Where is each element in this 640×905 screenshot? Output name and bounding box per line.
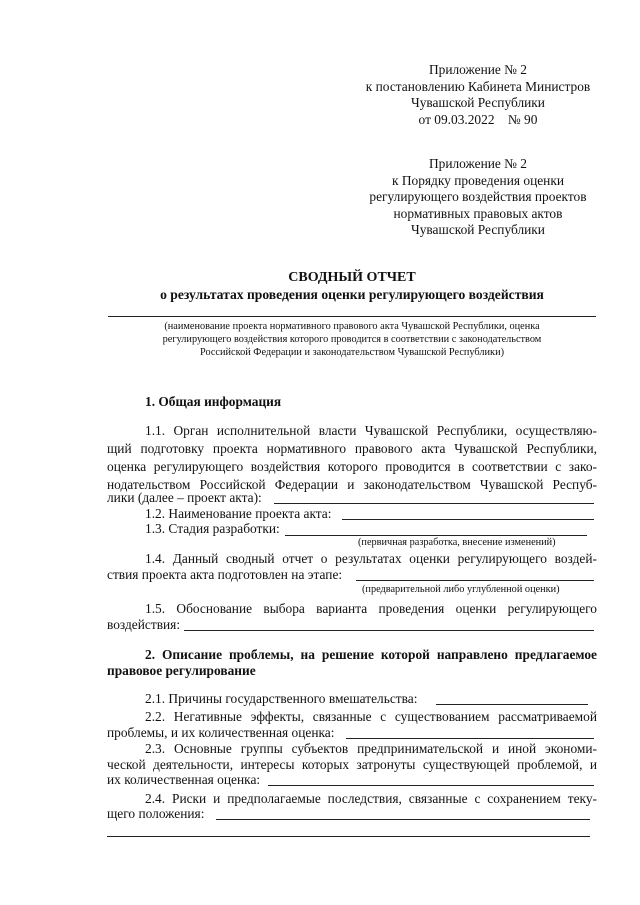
- p11-line: оценка регулирующего воздействия которого проводится в соответствии с зако-: [107, 459, 597, 474]
- p14-input-line[interactable]: [356, 580, 594, 581]
- p24-input-line-2[interactable]: [107, 836, 590, 837]
- project-name-caption: [108, 320, 596, 359]
- p24-input-line[interactable]: [216, 819, 590, 820]
- p21-label: 2.1. Причины государственного вмешательства:: [145, 691, 418, 706]
- document-title: СВОДНЫЙ ОТЧЕТ: [288, 270, 416, 285]
- p11-line: нодательством Российской Федерации и законодательством Чувашской Респуб-: [107, 477, 597, 492]
- appendix-resolution: [358, 62, 598, 128]
- p24-line: 2.4. Риски и предполагаемые последствия, связанные с сохранением теку-: [145, 791, 597, 806]
- p15-line: 1.5. Обоснование выбора варианта проведения оценки регулирующего: [145, 601, 597, 616]
- project-name-line[interactable]: [108, 316, 596, 317]
- document-subtitle: о результатах проведения оценки регулирующего воздействия: [160, 287, 544, 302]
- appendix-procedure: [358, 156, 598, 239]
- p13-caption: (первичная разработка, внесение изменений): [358, 537, 556, 548]
- p14-line: ствия проекта акта подготовлен на этапе:: [107, 567, 343, 582]
- caption-line: регулирующего воздействия которого проводится в соответствии с законодательством: [162, 334, 542, 345]
- p23-input-line[interactable]: [268, 785, 594, 786]
- p22-input-line[interactable]: [346, 738, 594, 739]
- p22-line: 2.2. Негативные эффекты, связанные с существованием рассматриваемой: [145, 709, 597, 724]
- p14-line: 1.4. Данный сводный отчет о результатах оценки регулирующего воздей-: [145, 551, 597, 566]
- appendix-resolution-line: Приложение № 2: [428, 62, 528, 77]
- p11-line: 1.1. Орган исполнительной власти Чувашской Республики, осуществляю-: [145, 423, 597, 438]
- p21-input-line[interactable]: [436, 704, 588, 705]
- caption-line: (наименование проекта нормативного правового акта Чувашской Республики, оценка: [164, 321, 540, 332]
- appendix-procedure-line: Приложение № 2: [428, 156, 528, 171]
- appendix-procedure-line: регулирующего воздействия проектов: [369, 189, 587, 204]
- appendix-resolution-line: от 09.03.2022 № 90: [418, 111, 538, 127]
- p14-caption: (предварительной либо углубленной оценки): [362, 584, 560, 595]
- p13-label: 1.3. Стадия разработки:: [145, 521, 280, 536]
- appendix-procedure-line: Чувашской Республики: [411, 222, 545, 237]
- p15-input-line[interactable]: [184, 630, 594, 631]
- section2-heading: правовое регулирование: [107, 663, 256, 678]
- p22-line: проблемы, и их количественная оценка:: [107, 725, 335, 740]
- p23-line: 2.3. Основные группы субъектов предпринимательской и иной экономи-: [145, 741, 597, 756]
- appendix-procedure-line: к Порядку проведения оценки: [391, 172, 565, 188]
- section1-heading: 1. Общая информация: [145, 394, 282, 409]
- section2-heading: 2. Описание проблемы, на решение которой направлено предлагаемое: [145, 647, 597, 662]
- p23-line: ческой деятельности, интересы которых затронуты существующей проблемой, и: [107, 757, 597, 772]
- caption-line: Российской Федерации и законодательством Чувашской Республики): [199, 347, 505, 358]
- p11-line: щий подготовку проекта нормативного правового акта Чувашской Республики,: [107, 441, 597, 456]
- p23-line: их количественная оценка:: [107, 772, 261, 787]
- p11-input-line[interactable]: [274, 503, 594, 504]
- p12-label: 1.2. Наименование проекта акта:: [145, 506, 332, 521]
- p15-line: воздействия:: [107, 617, 181, 632]
- p12-input-line[interactable]: [342, 519, 594, 520]
- p24-line: щего положения:: [107, 806, 205, 821]
- appendix-resolution-line: к постановлению Кабинета Министров: [365, 78, 591, 94]
- appendix-resolution-line: Чувашской Республики: [411, 95, 545, 110]
- p11-line: лики (далее – проект акта):: [107, 490, 262, 505]
- appendix-procedure-line: нормативных правовых актов: [393, 205, 563, 221]
